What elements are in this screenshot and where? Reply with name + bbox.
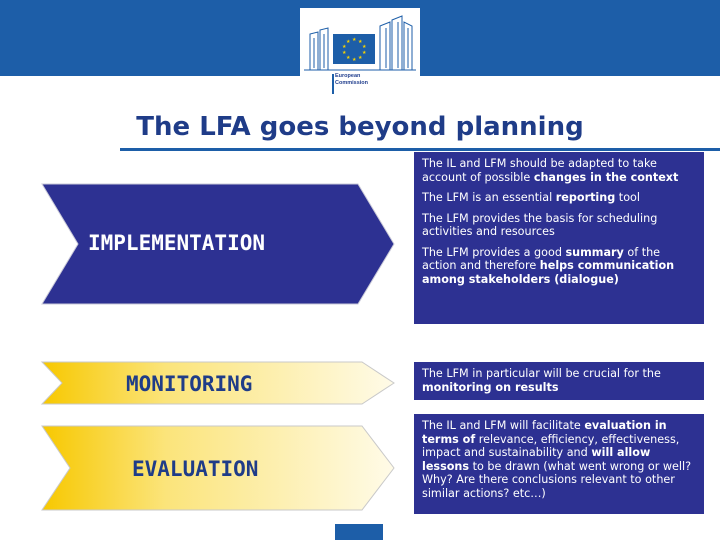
emphasis: will allow lessons xyxy=(422,446,651,473)
text-segment: The LFM provides a good xyxy=(422,245,566,259)
svg-text:★: ★ xyxy=(358,55,363,61)
evaluation-description xyxy=(414,414,704,514)
text-segment: of the action and therefore xyxy=(422,245,661,272)
emphasis: summary xyxy=(565,245,624,259)
text-segment: The LFM is an essential xyxy=(422,191,556,204)
svg-text:★: ★ xyxy=(352,57,357,63)
logo-line-2: Commission xyxy=(335,80,369,86)
implementation-point-1 xyxy=(422,157,696,184)
emphasis: changes in the context xyxy=(533,170,679,184)
implementation-description xyxy=(414,152,704,324)
svg-text:★: ★ xyxy=(342,50,347,56)
text-segment: The LFM in particular will be crucial for the xyxy=(422,367,661,380)
text-segment: to be drawn (what went wrong or well? Why? Are there conclusions relevant to other similar actions? etc…) xyxy=(422,459,692,500)
monitoring-description xyxy=(414,362,704,400)
text-segment: The IL and LFM should be adapted to take account of possible xyxy=(422,157,657,184)
text-segment: The IL and LFM will facilitate xyxy=(422,419,585,432)
emphasis: helps communication among stakeholders (dialogue) xyxy=(422,259,675,286)
page-title: The LFA goes beyond planning xyxy=(136,112,584,142)
svg-text:★: ★ xyxy=(346,39,351,45)
evaluation-label: EVALUATION xyxy=(132,457,259,481)
emphasis: reporting xyxy=(555,191,616,204)
implementation-point-3: The LFM provides the basis for scheduling activities and resources xyxy=(422,211,658,238)
svg-text:★: ★ xyxy=(362,44,367,50)
svg-text:★: ★ xyxy=(346,55,351,61)
implementation-point-4 xyxy=(422,246,696,287)
implementation-label: IMPLEMENTATION xyxy=(88,231,266,255)
text-segment: relevance, efficiency, effectiveness, impact and sustainability and xyxy=(422,432,680,459)
emphasis: evaluation in terms of xyxy=(422,419,667,446)
footer-mark xyxy=(335,524,383,540)
logo-line-1: European xyxy=(335,73,361,79)
svg-text:★: ★ xyxy=(342,44,347,50)
emphasis: monitoring on results xyxy=(422,380,559,394)
monitoring-label: MONITORING xyxy=(126,372,253,396)
svg-text:★: ★ xyxy=(352,37,357,43)
implementation-point-2 xyxy=(422,191,696,205)
svg-text:★: ★ xyxy=(362,50,367,56)
text-segment: tool xyxy=(615,191,640,204)
svg-text:★: ★ xyxy=(358,39,363,45)
